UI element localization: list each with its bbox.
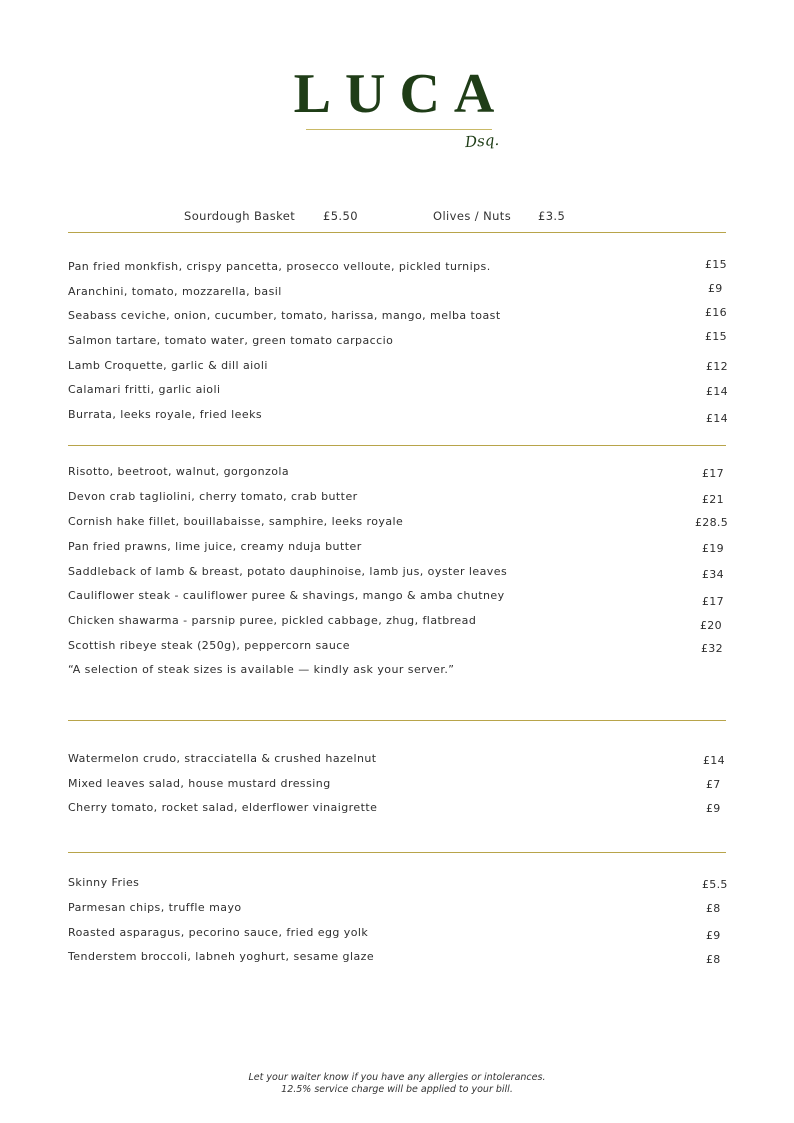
menu-item: Pan fried monkfish, crispy pancetta, prosecco velloute, pickled turnips. xyxy=(68,260,491,273)
restaurant-logo: LUCA xyxy=(293,63,509,125)
section-divider xyxy=(68,852,726,853)
bread-olives-price: £3.5 xyxy=(538,209,566,223)
bread-sourdough-price: £5.50 xyxy=(323,209,358,223)
menu-price: £14 xyxy=(706,385,728,398)
service-charge-notice: 12.5% service charge will be applied to your bill. xyxy=(281,1084,513,1095)
menu-price: £16 xyxy=(705,306,727,319)
section-divider xyxy=(68,445,726,446)
menu-price: £32 xyxy=(701,642,723,655)
menu-price: £17 xyxy=(702,595,724,608)
menu-item: Mixed leaves salad, house mustard dressing xyxy=(68,777,331,790)
menu-price: £8 xyxy=(706,953,721,966)
menu-item: Chicken shawarma - parsnip puree, pickled cabbage, zhug, flatbread xyxy=(68,614,477,627)
menu-price: £14 xyxy=(703,754,725,767)
menu-item: Pan fried prawns, lime juice, creamy nduja butter xyxy=(68,540,362,553)
menu-price: £12 xyxy=(706,360,728,373)
menu-price: £9 xyxy=(706,802,721,815)
menu-price: £21 xyxy=(702,493,724,506)
menu-price: £15 xyxy=(705,258,727,271)
menu-item: Lamb Croquette, garlic & dill aioli xyxy=(68,359,268,372)
menu-item: Parmesan chips, truffle mayo xyxy=(68,901,242,914)
section-divider xyxy=(68,720,726,721)
menu-item: Roasted asparagus, pecorino sauce, fried egg yolk xyxy=(68,926,369,939)
menu-item: Devon crab tagliolini, cherry tomato, crab butter xyxy=(68,490,358,503)
menu-item: Skinny Fries xyxy=(68,876,140,889)
menu-price: £5.5 xyxy=(702,878,728,891)
menu-item: Burrata, leeks royale, fried leeks xyxy=(68,408,263,421)
menu-item: Risotto, beetroot, walnut, gorgonzola xyxy=(68,465,290,478)
menu-item: Watermelon crudo, stracciatella & crushed hazelnut xyxy=(68,752,377,765)
menu-price: £34 xyxy=(702,568,724,581)
menu-price: £17 xyxy=(702,467,724,480)
menu-item: Salmon tartare, tomato water, green tomato carpaccio xyxy=(68,334,394,347)
menu-item: Cauliflower steak - cauliflower puree & shavings, mango & amba chutney xyxy=(68,589,505,602)
menu-item: Saddleback of lamb & breast, potato dauphinoise, lamb jus, oyster leaves xyxy=(68,565,508,578)
bread-sourdough-label: Sourdough Basket xyxy=(184,209,296,223)
menu-item: Tenderstem broccoli, labneh yoghurt, sesame glaze xyxy=(68,950,375,963)
menu-price: £19 xyxy=(702,542,724,555)
menu-item: Seabass ceviche, onion, cucumber, tomato, harissa, mango, melba toast xyxy=(68,309,501,322)
menu-item: Cornish hake fillet, bouillabaisse, samphire, leeks royale xyxy=(68,515,404,528)
menu-item: Aranchini, tomato, mozzarella, basil xyxy=(68,285,282,298)
steak-size-note: “A selection of steak sizes is available — kindly ask your server.” xyxy=(68,663,455,676)
menu-item: Calamari fritti, garlic aioli xyxy=(68,383,221,396)
menu-price: £14 xyxy=(706,412,728,425)
menu-price: £7 xyxy=(706,778,721,791)
logo-underline xyxy=(306,129,492,130)
menu-price: £8 xyxy=(706,902,721,915)
menu-price: £20 xyxy=(700,619,722,632)
menu-price: £9 xyxy=(708,282,723,295)
menu-item: Cherry tomato, rocket salad, elderflower vinaigrette xyxy=(68,801,378,814)
menu-item: Scottish ribeye steak (250g), peppercorn sauce xyxy=(68,639,351,652)
section-divider xyxy=(68,232,726,233)
bread-olives-label: Olives / Nuts xyxy=(433,209,512,223)
chef-signature: Dsq. xyxy=(464,130,500,152)
allergy-notice: Let your waiter know if you have any allergies or intolerances. xyxy=(248,1072,546,1083)
menu-price: £9 xyxy=(706,929,721,942)
menu-price: £15 xyxy=(705,330,727,343)
menu-price: £28.5 xyxy=(695,516,728,529)
